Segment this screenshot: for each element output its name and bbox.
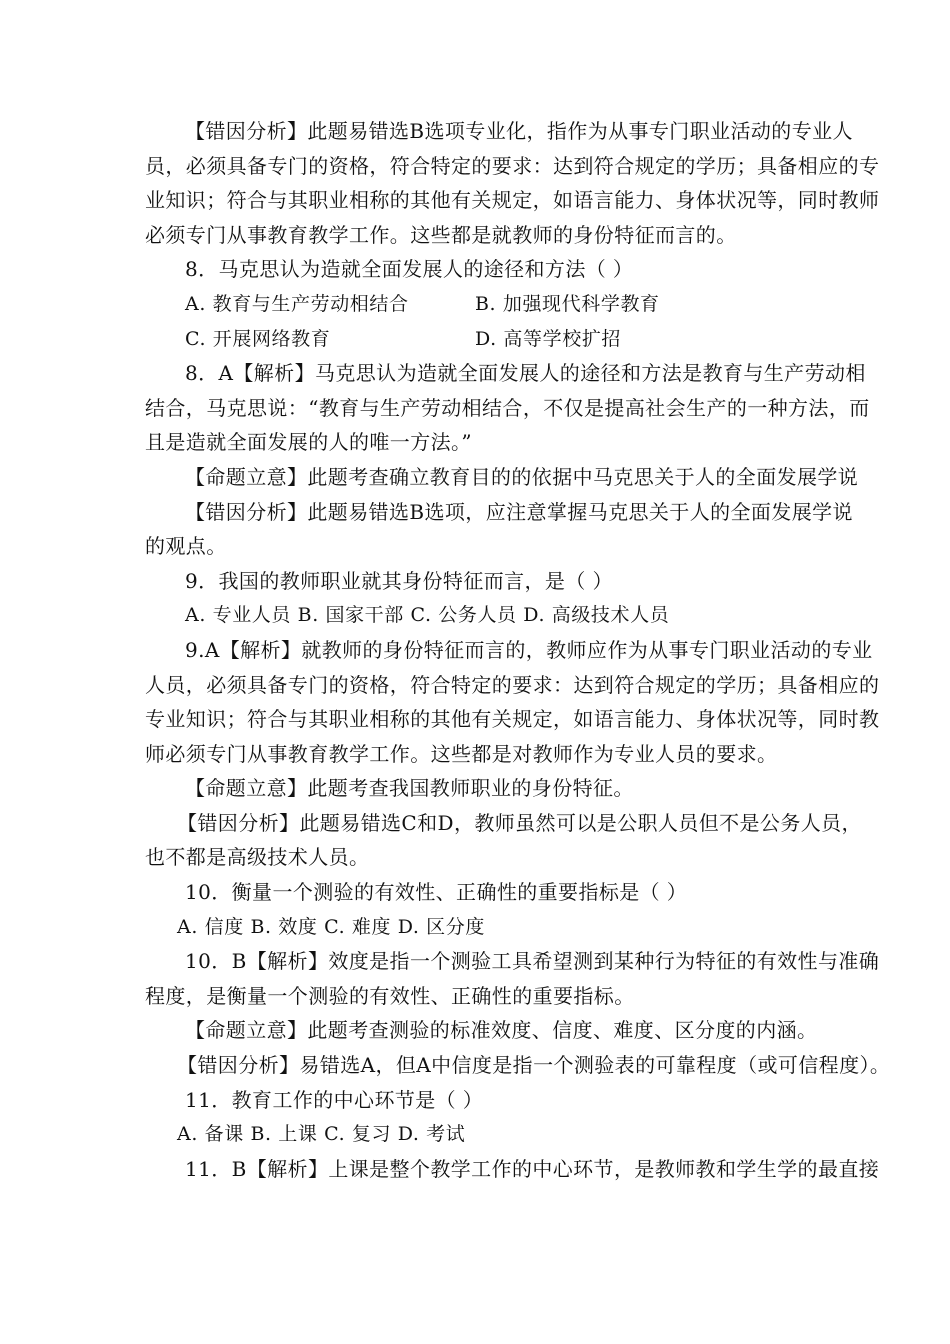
question-11: 11．教育工作的中心环节是（ ） [185, 1087, 484, 1112]
answer-10: 10．B【解析】效度是指一个测验工具希望测到某种行为特征的有效性与准确 [185, 949, 880, 974]
error-analysis-10: 【错因分析】易错选A，但A中信度是指一个测验表的可靠程度（或可信程度）。 [177, 1053, 891, 1078]
text-line: 人员，必须具备专门的资格，符合特定的要求：达到符合规定的学历；具备相应的 [145, 672, 880, 697]
question-9-options: A. 专业人员 B. 国家干部 C. 公务人员 D. 高级技术人员 [185, 604, 670, 627]
error-analysis-9: 【错因分析】此题易错选C和D，教师虽然可以是公职人员但不是公务人员， [177, 810, 862, 835]
error-analysis-8: 【错因分析】此题易错选B选项，应注意掌握马克思关于人的全面发展学说 [185, 499, 853, 524]
text-line: 业知识；符合与其职业相称的其他有关规定，如语言能力、身体状况等，同时教师 [145, 188, 880, 213]
document-body [145, 114, 891, 1186]
text-line: 专业知识；符合与其职业相称的其他有关规定，如语言能力、身体状况等，同时教 [145, 707, 880, 732]
question-8-options-ab [145, 287, 815, 322]
text-line: 程度，是衡量一个测验的有效性、正确性的重要指标。 [145, 983, 635, 1008]
answer-11: 11．B【解析】上课是整个教学工作的中心环节，是教师教和学生学的最直接 [185, 1156, 880, 1181]
question-8: 8．马克思认为造就全面发展人的途径和方法（ ） [185, 257, 634, 282]
question-8-options-cd [145, 322, 815, 357]
option-d: D. 高等学校扩招 [475, 327, 622, 350]
question-10: 10．衡量一个测验的有效性、正确性的重要指标是（ ） [185, 880, 688, 905]
text-line: 【错因分析】此题易错选B选项专业化，指作为从事专门职业活动的专业人 [185, 119, 853, 143]
option-a: A. 教育与生产劳动相结合 [185, 292, 409, 315]
option-b: B. 加强现代科学教育 [475, 292, 660, 315]
text-line: 师必须专门从事教育教学工作。这些都是对教师作为专业人员的要求。 [145, 741, 778, 766]
intent-9: 【命题立意】此题考查我国教师职业的身份特征。 [185, 776, 634, 801]
text-line: 且是造就全面发展的人的唯一方法。” [145, 430, 473, 455]
question-11-options: A. 备课 B. 上课 C. 复习 D. 考试 [177, 1123, 466, 1146]
text-line: 也不都是高级技术人员。 [145, 845, 370, 870]
text-line: 结合，马克思说：“教育与生产劳动相结合，不仅是提高社会生产的一种方法，而 [145, 395, 870, 420]
intent-8: 【命题立意】此题考查确立教育目的的依据中马克思关于人的全面发展学说 [185, 464, 859, 489]
intent-10: 【命题立意】此题考查测验的标准效度、信度、难度、区分度的内涵。 [185, 1018, 818, 1043]
text-line: 必须专门从事教育教学工作。这些都是就教师的身份特征而言的。 [145, 222, 737, 247]
text-line: 员，必须具备专门的资格，符合特定的要求：达到符合规定的学历；具备相应的专 [145, 153, 880, 178]
option-c: C. 开展网络教育 [185, 327, 331, 350]
question-9: 9．我国的教师职业就其身份特征而言，是（ ） [185, 568, 613, 593]
question-10-options: A. 信度 B. 效度 C. 难度 D. 区分度 [177, 915, 485, 938]
answer-8: 8．A【解析】马克思认为造就全面发展人的途径和方法是教育与生产劳动相 [185, 361, 866, 386]
text-line: 的观点。 [145, 534, 227, 559]
answer-9: 9.A【解析】就教师的身份特征而言的，教师应作为从事专门职业活动的专业 [185, 637, 873, 662]
